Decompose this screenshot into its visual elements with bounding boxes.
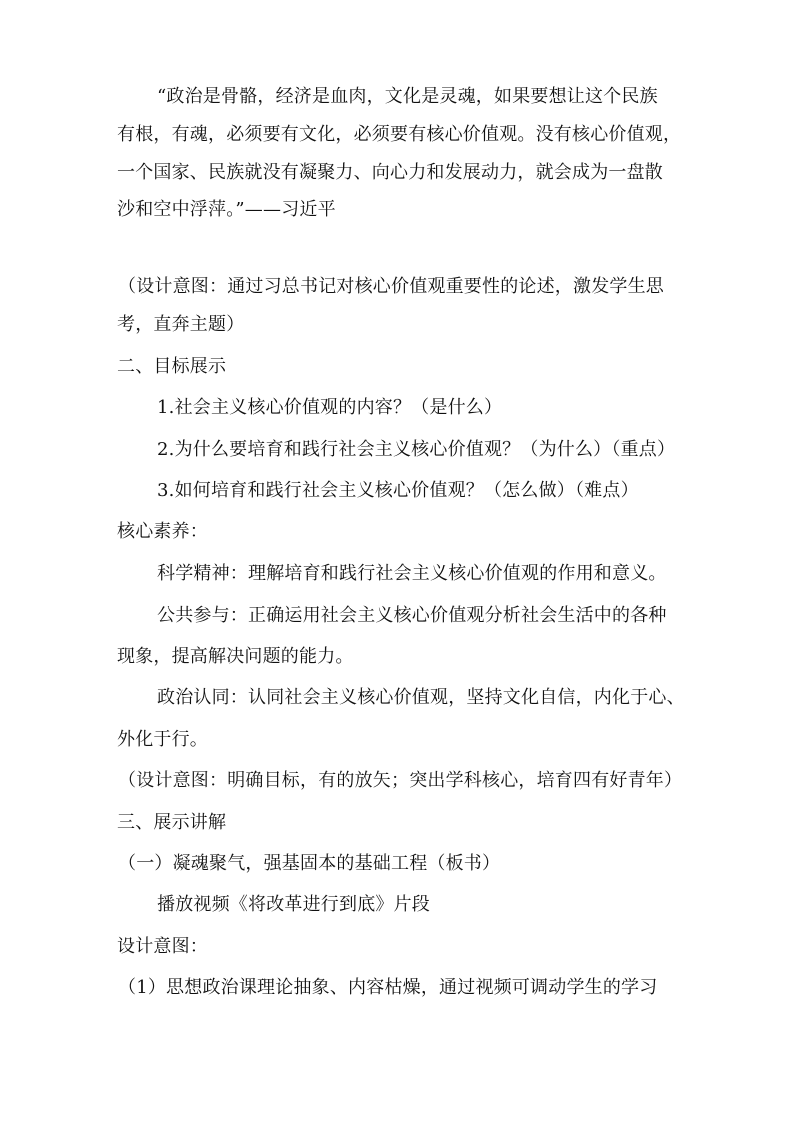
quote-line-3: 一个国家、民族就没有凝聚力、向心力和发展动力，就会成为一盘散 <box>117 162 663 183</box>
design-intent-1-line-2: 考，直奔主题） <box>117 314 245 335</box>
section-3-subheading-1: （一）凝魂聚气，强基固本的基础工程（板书） <box>118 853 501 874</box>
design-intent-heading: 设计意图： <box>117 936 208 957</box>
design-intent-point-1: （1）思想政治课理论抽象、内容枯燥，通过视频可调动学生的学习 <box>118 977 658 998</box>
video-instruction: 播放视频《将改革进行到底》片段 <box>157 894 430 915</box>
literacy-identity-line-2: 外化于行。 <box>117 729 208 750</box>
literacy-participation-line-2: 现象，提高解决问题的能力。 <box>117 646 354 667</box>
goal-item-2: 2.为什么要培育和践行社会主义核心价值观？（为什么）（重点） <box>157 439 676 460</box>
design-intent-2: （设计意图：明确目标，有的放矢；突出学科核心，培育四有好青年） <box>118 770 683 791</box>
quote-line-1: “政治是骨骼，经济是血肉，文化是灵魂，如果要想让这个民族 <box>157 86 658 107</box>
literacy-identity-line-1: 政治认同：认同社会主义核心价值观，坚持文化自信，内化于心、 <box>157 687 685 708</box>
goal-item-1: 1.社会主义核心价值观的内容？（是什么） <box>157 397 503 418</box>
quote-line-4: 沙和空中浮萍。”——习近平 <box>117 199 336 220</box>
design-intent-1-line-1: （设计意图：通过习总书记对核心价值观重要性的论述，激发学生思 <box>118 276 664 297</box>
core-literacy-heading: 核心素养： <box>117 521 208 542</box>
section-3-heading: 三、展示讲解 <box>117 812 227 833</box>
quote-line-2: 有根，有魂，必须要有文化，必须要有核心价值观。没有核心价值观， <box>117 124 682 145</box>
literacy-science: 科学精神：理解培育和践行社会主义核心价值观的作用和意义。 <box>157 563 667 584</box>
section-2-heading: 二、目标展示 <box>117 356 227 377</box>
goal-item-3: 3.如何培育和践行社会主义核心价值观？（怎么做）（难点） <box>157 480 639 501</box>
literacy-participation-line-1: 公共参与：正确运用社会主义核心价值观分析社会生活中的各种 <box>157 605 667 626</box>
